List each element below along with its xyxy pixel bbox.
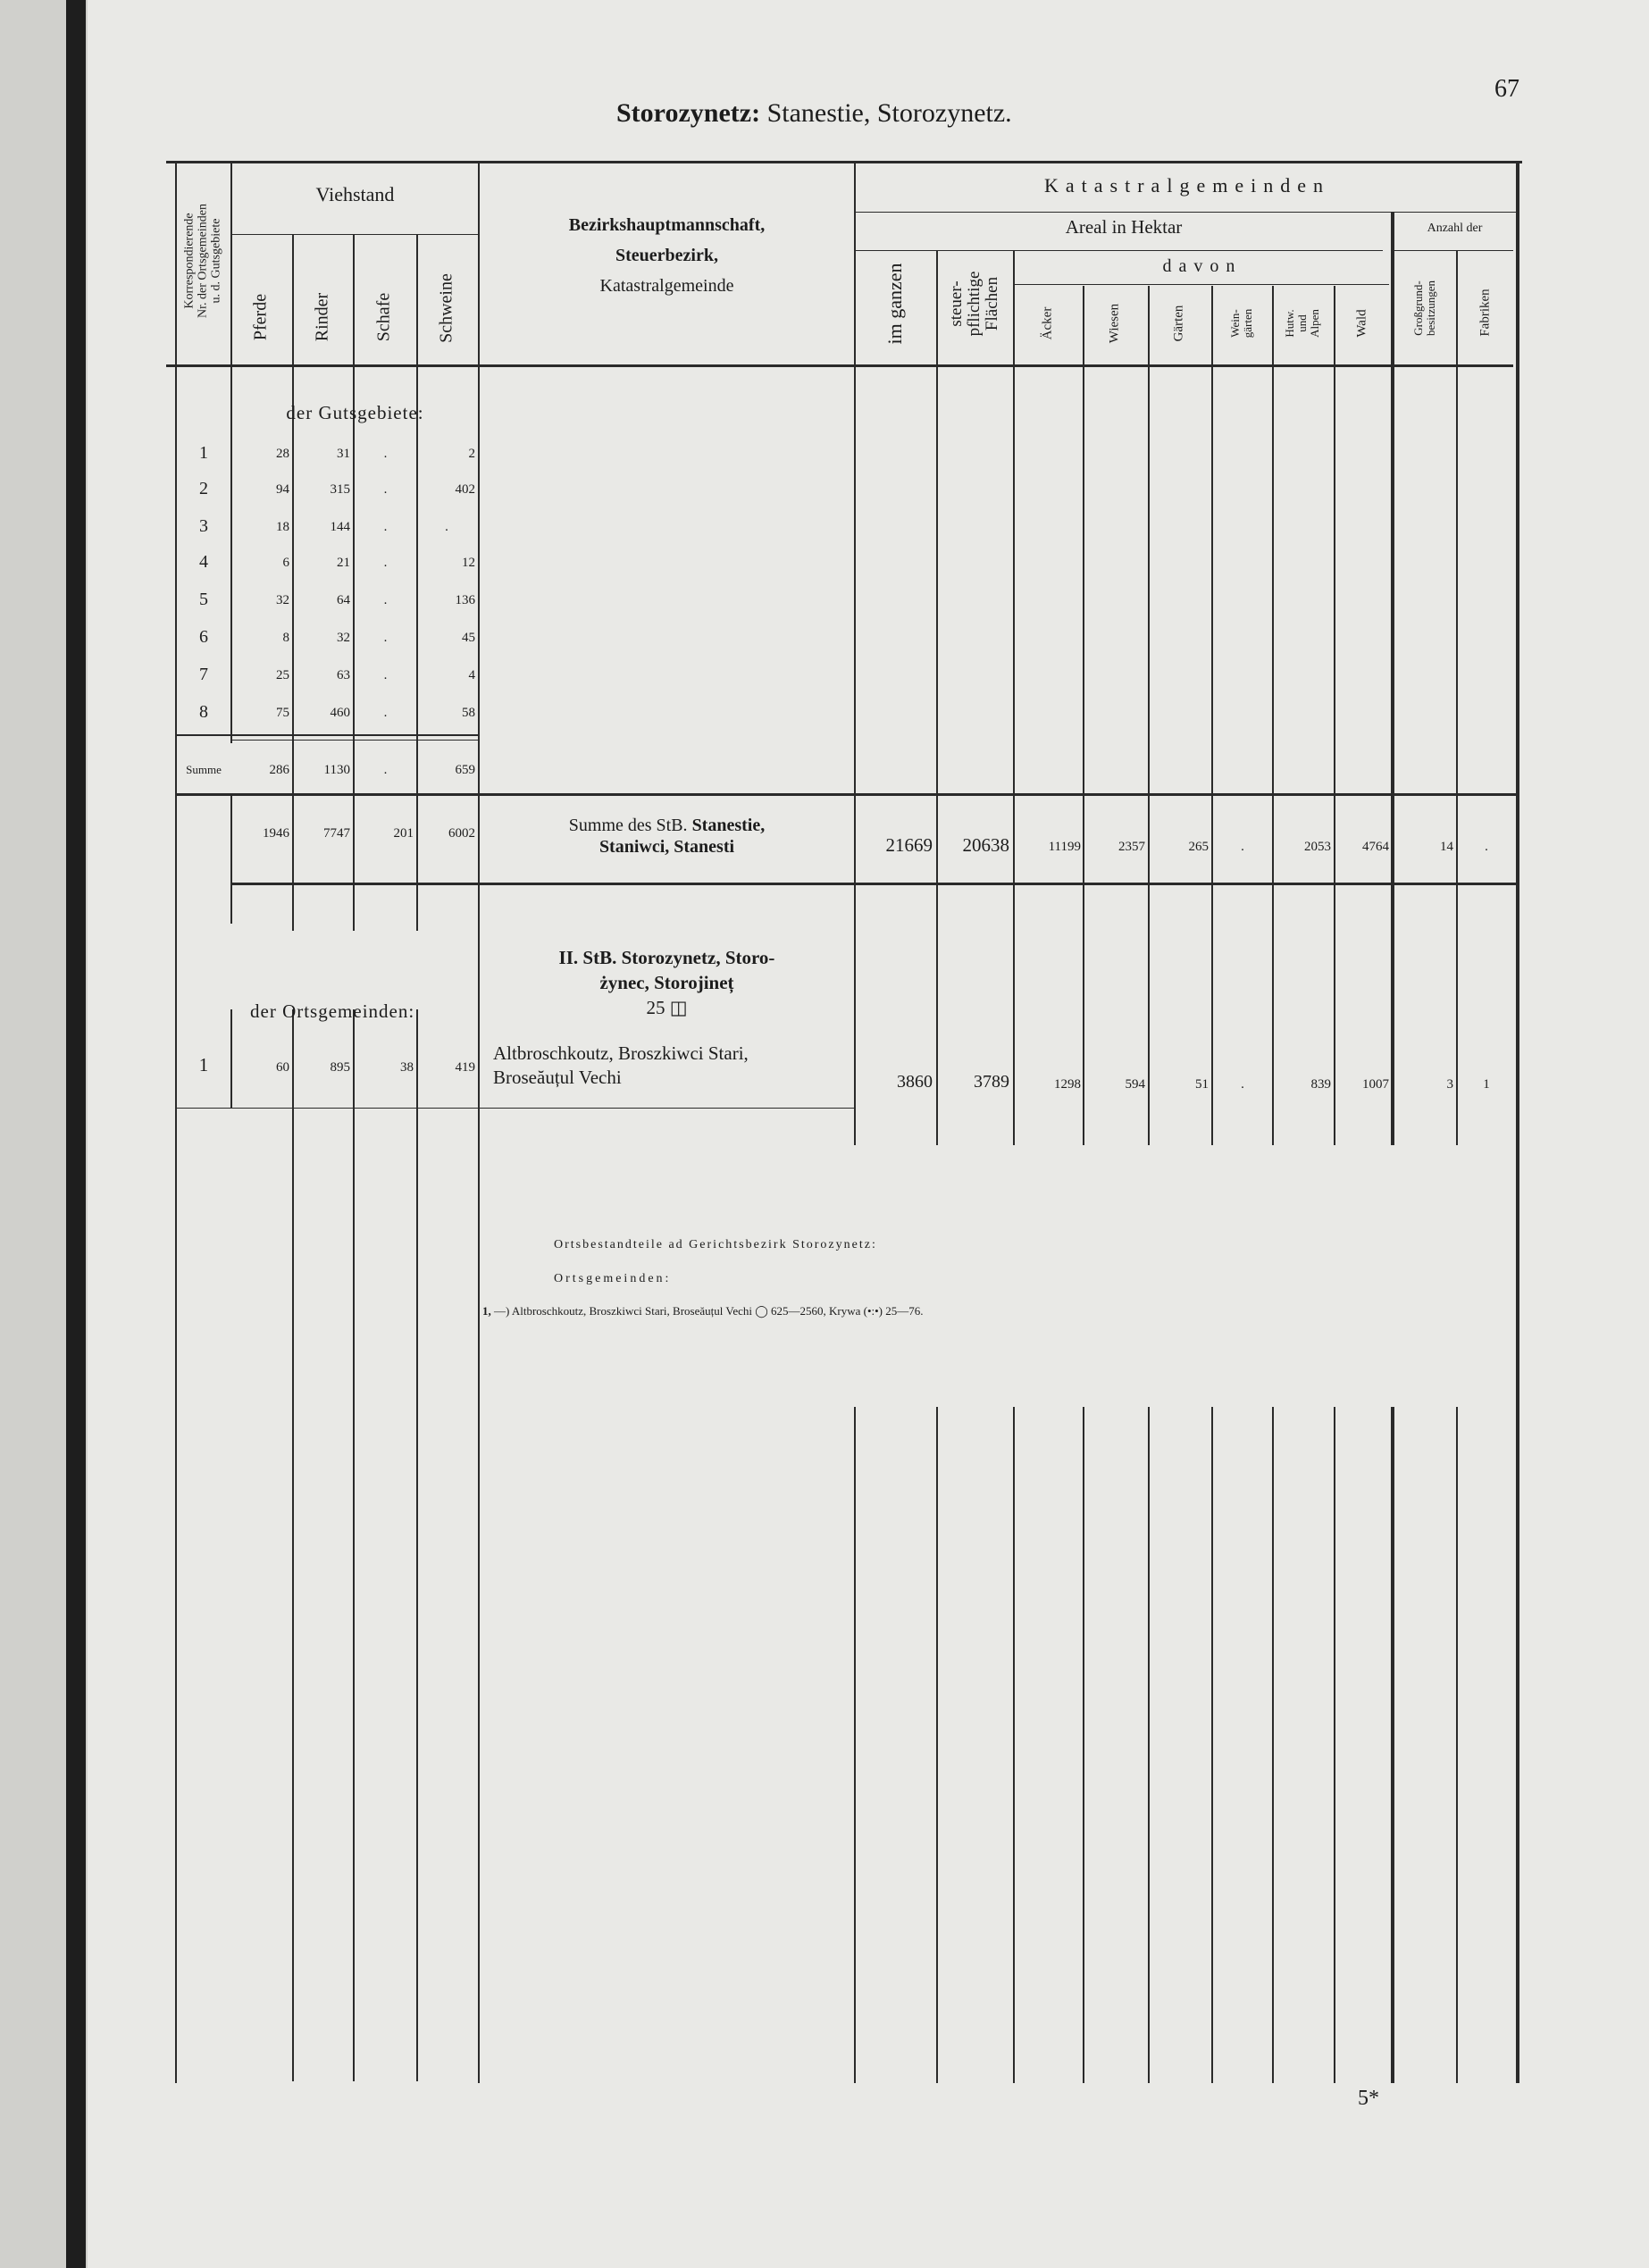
row-schafe: . bbox=[383, 520, 388, 534]
header-bezirk-line2: Steuerbezirk, bbox=[615, 246, 718, 265]
header-wein bbox=[1229, 309, 1254, 338]
og-name-line1: Altbroschkoutz, Broszkiwci Stari, bbox=[493, 1042, 749, 1064]
header-steuer-line2: pflichtige bbox=[965, 271, 984, 337]
row-schafe: . bbox=[383, 631, 388, 645]
page-title-rest: Stanestie, Storozynetz. bbox=[760, 98, 1012, 128]
header-steuer bbox=[948, 272, 1001, 337]
header-bezirk-line3: Katastralgemeinde bbox=[599, 276, 734, 296]
ortsbestandteile-entry bbox=[482, 1304, 924, 1318]
page-title-bold: Storozynetz: bbox=[616, 98, 761, 128]
row-pferde: 32 bbox=[276, 593, 289, 607]
row-nr: 3 bbox=[199, 516, 208, 536]
header-schafe: Schafe bbox=[373, 292, 394, 342]
header-pferde: Pferde bbox=[250, 293, 271, 341]
summe-rinder: 1130 bbox=[323, 763, 350, 777]
row-rinder: 315 bbox=[330, 482, 350, 497]
header-wiesen: Wiesen bbox=[1107, 303, 1122, 344]
row-pferde: 18 bbox=[276, 520, 289, 534]
stb-gaerten: 265 bbox=[1188, 840, 1209, 854]
row-pferde: 25 bbox=[276, 668, 289, 682]
row-pferde: 6 bbox=[282, 556, 289, 570]
og-schweine: 419 bbox=[455, 1060, 475, 1075]
stb-pferde: 1946 bbox=[263, 826, 289, 841]
header-korr-line3: u. d. Gutsgebiete bbox=[209, 218, 223, 304]
og-nr: 1 bbox=[198, 1054, 209, 1075]
row-schweine: 136 bbox=[455, 593, 475, 607]
header-wein-line1: Wein- bbox=[1228, 309, 1242, 338]
header-hutw-line1: Hutw. bbox=[1283, 309, 1296, 338]
section-two-title bbox=[480, 945, 854, 1020]
gutsgebiete-rule-tick bbox=[232, 740, 478, 741]
og-wiesen: 594 bbox=[1125, 1077, 1145, 1092]
stb-fabriken: . bbox=[1485, 840, 1488, 854]
row-rinder: 460 bbox=[330, 706, 350, 720]
row-rinder: 32 bbox=[337, 631, 350, 645]
header-katastral: Katastralgemeinden bbox=[1044, 174, 1330, 197]
stb-schweine: 6002 bbox=[448, 826, 475, 841]
summe-schweine: 659 bbox=[455, 763, 475, 777]
row-nr: 7 bbox=[199, 665, 208, 684]
header-gross-line1: Großgrund- bbox=[1411, 280, 1425, 336]
header-hutw-line2: und bbox=[1295, 314, 1309, 332]
header-acker: Äcker bbox=[1040, 306, 1055, 340]
header-rinder: Rinder bbox=[312, 292, 332, 342]
row-nr: 5 bbox=[199, 590, 208, 609]
row-schweine: 2 bbox=[468, 447, 475, 461]
gutsgebiete-rule-top bbox=[177, 734, 478, 736]
ortsbestandteile-entry-nr: 1, bbox=[482, 1304, 491, 1318]
row-schafe: . bbox=[383, 593, 388, 607]
header-gaerten: Gärten bbox=[1171, 305, 1186, 342]
header-hutw bbox=[1284, 309, 1321, 338]
stb-wiesen: 2357 bbox=[1118, 840, 1145, 854]
summe-pferde: 286 bbox=[269, 763, 289, 777]
row-schafe: . bbox=[383, 706, 388, 720]
section-two-line2: żynec, Storojineț bbox=[599, 972, 734, 993]
summe-label: Summe bbox=[186, 763, 222, 776]
stb-im-ganzen: 21669 bbox=[885, 834, 933, 856]
row-rinder: 144 bbox=[330, 520, 350, 534]
row-nr: 1 bbox=[199, 443, 208, 463]
header-areal: Areal in Hektar bbox=[1065, 216, 1183, 238]
header-im-ganzen: im ganzen bbox=[883, 263, 906, 345]
og-pferde: 60 bbox=[276, 1060, 289, 1075]
row-pferde: 94 bbox=[276, 482, 289, 497]
row-schafe: . bbox=[383, 447, 388, 461]
header-gross bbox=[1412, 280, 1437, 336]
footer-signature-mark: 5* bbox=[1358, 2087, 1379, 2110]
og-wein: . bbox=[1241, 1077, 1244, 1092]
row-pferde: 75 bbox=[276, 706, 289, 720]
og-im-ganzen: 3860 bbox=[897, 1072, 933, 1092]
row-pferde: 28 bbox=[276, 447, 289, 461]
og-wald: 1007 bbox=[1362, 1077, 1389, 1092]
stb-name-line2: Staniwci, Stanesti bbox=[598, 837, 735, 857]
binding-shadow bbox=[66, 0, 86, 2268]
og-rinder: 895 bbox=[330, 1060, 350, 1075]
stb-hutw: 2053 bbox=[1304, 840, 1331, 854]
og-gaerten: 51 bbox=[1195, 1077, 1209, 1092]
stb-name-prefix: Summe des StB. bbox=[568, 816, 688, 835]
ortsgemeinde-rule-bottom bbox=[177, 1108, 856, 1109]
header-hutw-line3: Alpen bbox=[1308, 309, 1321, 338]
ortsbestandteile-entry-text: —) Altbroschkoutz, Broszkiwci Stari, Broseăuțul Vechi ◯ 625—2560, Krywa (•:•) 25—76. bbox=[494, 1304, 924, 1318]
og-name bbox=[493, 1042, 854, 1090]
header-korr-line2: Nr. der Ortsgemeinden bbox=[196, 204, 210, 318]
stb-steuer: 20638 bbox=[962, 834, 1009, 856]
stb-acker: 11199 bbox=[1048, 840, 1081, 854]
page-number: 67 bbox=[1494, 75, 1519, 103]
row-rinder: 21 bbox=[337, 556, 350, 570]
row-schafe: . bbox=[383, 556, 388, 570]
header-wald: Wald bbox=[1354, 309, 1369, 338]
stb-wein: . bbox=[1241, 840, 1244, 854]
stb-rinder: 7747 bbox=[323, 826, 350, 841]
og-acker: 1298 bbox=[1054, 1077, 1081, 1092]
row-rinder: 64 bbox=[337, 593, 350, 607]
og-steuer: 3789 bbox=[974, 1072, 1009, 1092]
row-schweine: 12 bbox=[462, 556, 475, 570]
row-nr: 2 bbox=[199, 479, 208, 498]
header-gross-line2: besitzungen bbox=[1424, 280, 1437, 337]
row-schweine: 4 bbox=[468, 668, 475, 682]
row-rinder: 63 bbox=[337, 668, 350, 682]
summary-rule-top bbox=[177, 793, 1517, 796]
row-nr: 4 bbox=[199, 552, 208, 572]
row-schweine: 45 bbox=[462, 631, 475, 645]
header-steuer-line3: Flächen bbox=[983, 276, 1001, 331]
gutsgebiete-label: der Gutsgebiete: bbox=[286, 402, 424, 423]
ortsbestandteile-title: Ortsbestandteile ad Gerichtsbezirk Storozynetz: bbox=[554, 1238, 877, 1251]
header-korr-line1: Korrespondierende bbox=[182, 213, 197, 309]
row-rinder: 31 bbox=[337, 447, 350, 461]
og-fabriken: 1 bbox=[1483, 1077, 1490, 1092]
stb-name bbox=[480, 815, 854, 858]
ortsbestandteile-subtitle: Ortsgemeinden: bbox=[554, 1272, 672, 1285]
stb-wald: 4764 bbox=[1362, 840, 1389, 854]
summary-rule-bottom bbox=[232, 883, 1517, 885]
row-nr: 8 bbox=[199, 702, 208, 722]
section-two-line1: II. StB. Storozynetz, Storo- bbox=[558, 947, 775, 968]
header-wein-line2: gärten bbox=[1241, 308, 1254, 339]
header-davon: davon bbox=[1162, 256, 1243, 276]
page-title bbox=[616, 98, 1012, 129]
summe-schafe: . bbox=[383, 763, 388, 777]
stb-gross: 14 bbox=[1440, 840, 1453, 854]
header-fabriken: Fabriken bbox=[1477, 289, 1493, 337]
og-hutw: 839 bbox=[1310, 1077, 1331, 1092]
header-steuer-line1: steuer- bbox=[947, 280, 966, 327]
header-korr bbox=[183, 204, 223, 318]
row-schweine: 58 bbox=[462, 706, 475, 720]
row-schafe: . bbox=[383, 482, 388, 497]
section-two-line3: 25 ◫ bbox=[646, 997, 688, 1018]
header-schweine: Schweine bbox=[436, 273, 456, 343]
og-gross: 3 bbox=[1446, 1077, 1453, 1092]
og-name-line2: Broseăuțul Vechi bbox=[493, 1067, 622, 1088]
og-schafe: 38 bbox=[400, 1060, 414, 1075]
header-viehstand: Viehstand bbox=[315, 183, 395, 205]
header-anzahl: Anzahl der bbox=[1427, 222, 1483, 235]
stb-name-bold: Stanestie, bbox=[691, 816, 766, 835]
header-bezirk-line1: Bezirkshauptmannschaft, bbox=[568, 215, 766, 235]
row-nr: 6 bbox=[199, 627, 208, 647]
row-schweine: 402 bbox=[455, 482, 475, 497]
ortsgemeinden-label: der Ortsgemeinden: bbox=[250, 1000, 415, 1022]
row-pferde: 8 bbox=[282, 631, 289, 645]
row-schafe: . bbox=[383, 668, 388, 682]
row-schweine: . bbox=[445, 520, 448, 534]
header-bezirk bbox=[480, 210, 854, 301]
stb-schafe: 201 bbox=[393, 826, 414, 841]
